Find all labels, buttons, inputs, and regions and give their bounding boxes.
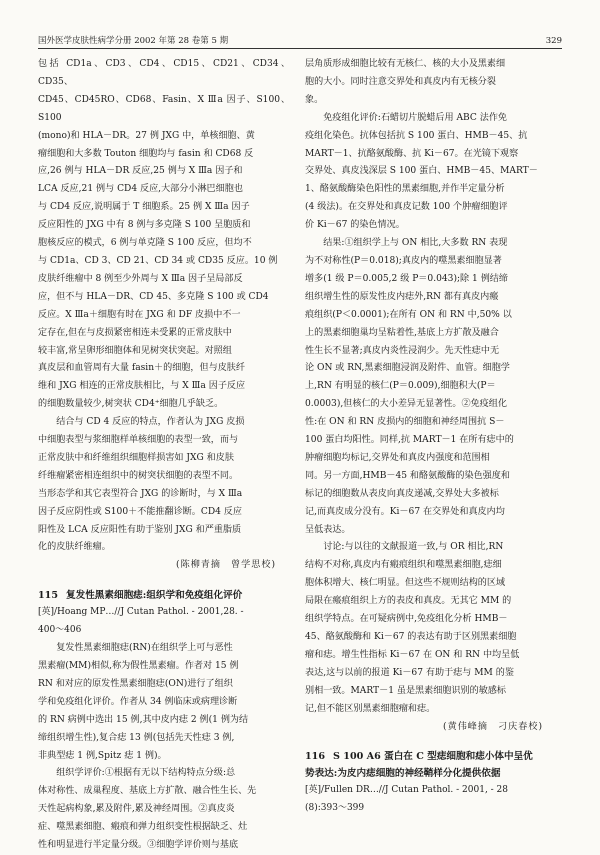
text-line: 100 蛋白均阳性。同样,抗 MART－1 在所有痣中的 — [305, 435, 514, 446]
text-line: 体对称性、成巢程度、基底上方扩散、融合性生长、先 — [38, 786, 257, 797]
text-line: 表达,这与以前的报道 Ki－67 有助于痣与 MM 的鉴 — [305, 667, 514, 678]
abstractor-signature: (陈柳青摘 曾学思校) — [176, 560, 276, 571]
right-p3 — [305, 235, 557, 539]
text-line: 性生长不显著;真皮内炎性浸润少。先天性痣中无 — [305, 345, 500, 356]
text-line: 价 Ki－67 的染色情况。 — [305, 220, 405, 231]
text-line: RN 和对应的原发性黑素细胞痣(ON)进行了组织 — [38, 678, 233, 689]
text-line: 45、酪氨酸酶和 Ki－67 的表达有助于区别黑素细胞 — [305, 632, 517, 642]
text-line: 论 ON 或 RN,黑素细胞浸润及附件、血管。细胞学 — [305, 363, 510, 374]
text-line: 胞的大小。同时注意交界处和真皮内有无核分裂 — [305, 76, 496, 87]
journal-issue: 国外医学皮肤性病学分册 2002 年第 28 卷第 5 期 — [38, 36, 229, 46]
text-line: 中细胞表型与浆细胞样单核细胞的表型一致，而与 — [38, 435, 239, 446]
text-line: 应,26 例与 HLA－DR 反应,25 例与 X Ⅲa 因子和 — [38, 166, 243, 177]
article-title — [305, 748, 557, 765]
text-line: 反应阳性的 JXG 中有 8 例与多克隆 S 100 呈胞质和 — [38, 220, 251, 231]
text-line: LCA 反应,21 例与 CD4 反应,大部分小淋巴细胞也 — [38, 184, 243, 195]
article-source: 400～406 — [38, 625, 82, 636]
text-line: 组织学特点。在可疑病例中,免疫组化分析 HMB－ — [305, 614, 508, 625]
text-line: 疫组化染色。抗体包括抗 S 100 蛋白、HMB－45、抗 — [305, 130, 528, 141]
text-line: 象。 — [305, 94, 324, 105]
left-p3 — [38, 640, 290, 765]
text-line: 黑素瘤(MM)相似,称为假性黑素瘤。作者对 15 例 — [38, 661, 239, 671]
text-line: 缔组织增生性),复合痣 13 例(包括先天性痣 3 例, — [38, 732, 235, 743]
text-line: 的 RN 病例中选出 15 例,其中皮内痣 2 例(1 例为结 — [38, 714, 249, 725]
text-line: 组织学评价:①根据有无以下结构特点分级:总 — [56, 768, 236, 779]
article-title — [38, 587, 290, 604]
text-line: 皮肤纤维瘤中 8 例至少外周与 X Ⅲa 因子呈局部反 — [38, 273, 243, 284]
article-title-text: 复发性黑素细胞痣:组织学和免疫组化评价 — [66, 590, 243, 602]
text-line: 标记的细胞数从表皮向真皮递减,交界处大多被标 — [305, 488, 499, 499]
text-line: 别相一致。MART－1 虽是黑素细胞识别的敏感标 — [305, 685, 506, 696]
text-line: 层角质形成细胞比较有无核仁、核的大小及黑素细 — [305, 59, 506, 69]
text-line: 组织增生性的原发性皮内痣外,RN 都有真皮内瘢 — [305, 291, 499, 302]
text-line: 与 CD1a、CD 3、CD 21、CD 34 或 CD35 反应。10 例 — [38, 255, 278, 266]
article-source: [英]/Fullen DR…//J Cutan Pathol. - 2001, - 28 — [305, 785, 509, 796]
text-line: 记,但不能区别黑素细胞瘤和痣。 — [305, 703, 436, 714]
text-line: 正常皮肤中和纤维组织细胞样损害如 JXG 和皮肤 — [38, 452, 234, 463]
text-line: 结果:①组织学上与 ON 相比,大多数 RN 表现 — [323, 238, 508, 249]
text-line: 肿瘤细胞均标记,交界处和真皮内强度和范围相 — [305, 452, 490, 463]
text-line: MART－1、抗酪氨酸酶、抗 Ki－67。在光镜下观察 — [305, 148, 519, 159]
text-line: 性和明显进行半定量分级。③细胞学评价则与基底 — [38, 840, 239, 851]
text-line: 结构不对称,真皮内有瘢痕组织和噬黑素细胞,痣细 — [305, 560, 502, 571]
text-line: 维和 JXG 相连的正常皮肤相比，与 X Ⅲa 因子反应 — [38, 381, 246, 392]
spacer — [38, 575, 290, 581]
text-line: 呈低表达。 — [305, 524, 351, 535]
text-line: 同。另一方面,HMB－45 和酪氨酸酶的染色强度和 — [305, 470, 510, 481]
text-line: 瘤细胞和大多数 Touton 细胞均与 fasin 和 CD68 反 — [38, 148, 254, 159]
text-line: 0.0003),但核仁的大小差异无显著性。②免疫组化 — [305, 399, 507, 410]
page-number: 329 — [545, 36, 562, 46]
text-line: 的细胞数量较少,树突状 CD4⁺细胞几乎缺乏。 — [38, 399, 224, 410]
text-line: 因子反应阴性或 S100＋不能推翻诊断。CD4 反应 — [38, 506, 242, 517]
text-line: 瘤和痣。增生性指标 Ki－67 在 ON 和 RN 中均呈低 — [305, 649, 520, 660]
text-line: 学和免疫组化评价。作者从 34 例临床或病理诊断 — [38, 696, 238, 707]
abstractor-signature: (黄伟峰摘 刁庆春校) — [443, 721, 543, 732]
left-p2 — [38, 414, 290, 557]
text-line: 症、噬黑素细胞、瘢痕和弹力组织变性根据缺乏、灶 — [38, 822, 248, 833]
text-line: 非典型痣 1 例,Spitz 痣 1 例)。 — [38, 750, 167, 761]
text-line: 免疫组化评价:石蜡切片脱蜡后用 ABC 法作免 — [323, 112, 508, 123]
left-p4 — [38, 765, 290, 855]
text-line: (4 级法)。在交界处和真皮记数 100 个肿瘤细胞评 — [305, 202, 508, 213]
article-source: (8):393～399 — [305, 803, 365, 814]
text-line: CD45、CD45RO、CD68、Fasin、X Ⅲa 因子、S100、S100 — [38, 94, 290, 123]
header-rule — [38, 48, 562, 49]
text-line: 天性起病构象,累及附件,累及神经周围。②真皮炎 — [38, 804, 235, 815]
text-line: 应，但不与 HLA－DR、CD 45、多克隆 S 100 或 CD4 — [38, 291, 269, 302]
text-line: 性:在 ON 和 RN 皮损内的细胞和神经周围抗 S－ — [305, 417, 505, 428]
text-line: 定存在,但在与皮损紧密相连未受累的正常皮肤中 — [38, 327, 232, 338]
article-title-text: S 100 A6 蛋白在 C 型痣细胞和痣小体中呈优 — [333, 751, 533, 763]
text-line: 包括 CD1a、CD3、CD4、CD15、CD21、CD34、CD35、 — [38, 59, 290, 87]
article-number: 116 — [305, 751, 326, 763]
text-line: 局限在瘢痕组织上方的表皮和真皮。无其它 MM 的 — [305, 596, 512, 607]
text-line: 化的皮肤纤维瘤。 — [38, 542, 111, 553]
text-line: 真皮层和血管周有大量 fasin＋的细胞，但与皮肤纤 — [38, 363, 245, 374]
text-line: 增多(1 级 P＝0.005,2 级 P＝0.043);除 1 例结缔 — [305, 273, 508, 284]
running-header — [38, 32, 562, 46]
text-line: 1、酪氨酸酶染色阳性的黑素细胞,并作半定量分析 — [305, 184, 505, 195]
right-column — [305, 56, 557, 818]
left-column — [38, 56, 290, 855]
right-p1 — [305, 56, 557, 110]
text-line: 反应。X Ⅲa＋细胞有时在 JXG 和 DF 皮损中不一 — [38, 309, 241, 320]
article-source: [英]/Hoang MP…//J Cutan Pathol. - 2001,28. - — [38, 607, 244, 618]
left-p1 — [38, 56, 290, 414]
text-line: 胞体积增大、核仁明显。但这些不规则结构的区域 — [305, 578, 506, 589]
text-line: 上,RN 有明显的核仁(P＝0.009),细胞积大(P＝ — [305, 381, 496, 392]
text-line: 较丰富,常呈卵形细胞体和见树突状突起。对照组 — [38, 345, 232, 356]
article-number: 115 — [38, 590, 59, 602]
text-line: 记,而真皮成分没有。Ki－67 在交界处和真皮内均 — [305, 506, 505, 517]
text-line: 交界处、真皮浅深层 S 100 蛋白、HMB－45、MART－ — [305, 166, 538, 177]
right-p4 — [305, 539, 557, 718]
text-line: 胞核反应的模式，6 例与单克隆 S 100 反应，但均不 — [38, 238, 252, 249]
text-line: 讨论:与以往的文献报道一致,与 OR 相比,RN — [323, 542, 504, 553]
text-line: 为不对称性(P＝0.018);真皮内的噬黑素细胞显著 — [305, 255, 502, 266]
text-line: 阳性及 LCA 反应阳性有助于鉴别 JXG 和严重脂质 — [38, 524, 242, 535]
text-line: 与 CD4 反应,说明属于 T 细胞系。25 例 X Ⅲa 因子 — [38, 202, 250, 213]
text-line: 上的黑素细胞巢均呈粘着性,基底上方扩散及融合 — [305, 327, 499, 338]
text-line: 复发性黑素细胞痣(RN)在组织学上可与恶性 — [56, 643, 233, 654]
right-p2 — [305, 110, 557, 235]
text-line: (mono)和 HLA－DR。27 例 JXG 中，单核细胞、黄 — [38, 130, 255, 141]
text-line: 痕组织(P＜0.0001);在所有 ON 和 RN 中,50% 以 — [305, 309, 512, 320]
text-line: 纤维瘤紧密相连组织中的树突状细胞的表型不同。 — [38, 470, 239, 481]
text-line: 当形态学和其它表型符合 JXG 的诊断时，与 X Ⅲa — [38, 488, 243, 499]
article-title-line2: 势表达:为皮内痣细胞的神经鞘样分化提供依据 — [305, 768, 501, 780]
text-line: 结合与 CD 4 反应的特点，作者认为 JXG 皮损 — [56, 417, 245, 428]
spacer — [305, 736, 557, 742]
